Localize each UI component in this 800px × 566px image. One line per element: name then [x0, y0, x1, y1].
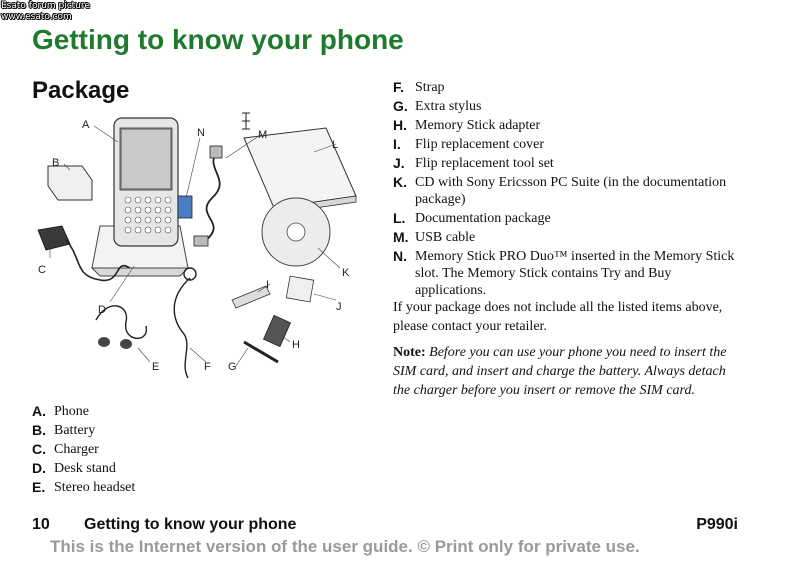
- list-item: [393, 229, 743, 246]
- item-text: Strap: [415, 80, 445, 95]
- item-text: Memory Stick adapter: [415, 118, 541, 133]
- list-item: [393, 79, 743, 96]
- illustration-label-f: F: [204, 361, 211, 373]
- item-letter: C.: [32, 441, 46, 457]
- illustration-label-g: G: [228, 361, 237, 373]
- list-item: [393, 155, 743, 172]
- item-letter: I.: [393, 136, 401, 152]
- item-text: Flip replacement cover: [415, 137, 545, 152]
- item-text: Battery: [54, 423, 96, 438]
- illustration-label-c: C: [38, 264, 46, 276]
- illustration-label-b: B: [52, 157, 60, 169]
- item-letter: D.: [32, 460, 46, 476]
- illustration-label-k: K: [342, 267, 350, 279]
- item-text: Extra stylus: [415, 99, 482, 114]
- watermark-line-1: Esato forum picture: [1, 1, 90, 11]
- footer-model: P990i: [696, 516, 738, 533]
- retailer-paragraph: If your package does not include all the listed items above, please contact your retailer.: [393, 300, 723, 334]
- illustration-label-n: N: [197, 127, 205, 139]
- page-title: Getting to know your phone: [32, 24, 404, 55]
- illustration-label-a: A: [82, 119, 90, 131]
- page-number: 10: [32, 516, 50, 533]
- list-item: [393, 136, 743, 153]
- item-letter: J.: [393, 155, 405, 171]
- illustration-label-d: D: [98, 304, 106, 316]
- footer-section-title: Getting to know your phone: [84, 516, 297, 533]
- illustration-label-i: I: [266, 279, 270, 291]
- item-letter: M.: [393, 229, 409, 245]
- list-item: [393, 117, 743, 134]
- package-illustration: [30, 108, 370, 398]
- illustration-label-m: M: [258, 129, 268, 141]
- item-text: Phone: [54, 404, 89, 419]
- item-text: USB cable: [415, 230, 476, 245]
- illustration-label-l: L: [332, 139, 339, 151]
- watermark-line-2: www.esato.com: [1, 12, 72, 22]
- package-list-left: [32, 402, 332, 497]
- item-letter: N.: [393, 248, 407, 264]
- item-text: Desk stand: [54, 461, 116, 476]
- list-item: [32, 478, 332, 497]
- section-heading: Package: [32, 77, 130, 104]
- note-text: Before you can use your phone you need to insert the SIM card, and insert and charge the battery. Always detach the charger before you insert or remove the SIM card.: [393, 345, 727, 398]
- footer-disclaimer: This is the Internet version of the user guide. © Print only for private use.: [50, 537, 640, 556]
- item-letter: B.: [32, 422, 46, 438]
- list-item: [32, 459, 332, 478]
- list-item: [393, 210, 743, 227]
- list-item: [393, 174, 743, 208]
- list-item: [32, 440, 332, 459]
- illustration-label-h: H: [292, 339, 300, 351]
- item-text: Charger: [54, 442, 99, 457]
- text-cursor-icon: [239, 112, 253, 130]
- list-item: [393, 248, 743, 299]
- item-text: Stereo headset: [54, 480, 136, 495]
- note-paragraph: [393, 343, 738, 400]
- item-text: CD with Sony Ericsson PC Suite (in the documentation package): [415, 175, 727, 207]
- package-list-right: [393, 79, 743, 301]
- item-text: Memory Stick PRO Duo™ inserted in the Memory Stick slot. The Memory Stick contains Try and Buy applications.: [415, 249, 735, 298]
- illustration-label-j: J: [336, 301, 342, 313]
- list-item: [393, 98, 743, 115]
- item-letter: F.: [393, 79, 404, 95]
- item-letter: G.: [393, 98, 408, 114]
- list-item: [32, 421, 332, 440]
- list-item: [32, 402, 332, 421]
- item-letter: E.: [32, 479, 46, 495]
- item-letter: K.: [393, 174, 407, 190]
- illustration-label-e: E: [152, 361, 160, 373]
- item-letter: A.: [32, 403, 46, 419]
- item-text: Flip replacement tool set: [415, 156, 554, 171]
- item-text: Documentation package: [415, 211, 551, 226]
- item-letter: H.: [393, 117, 407, 133]
- note-label: Note:: [393, 345, 426, 360]
- item-letter: L.: [393, 210, 406, 226]
